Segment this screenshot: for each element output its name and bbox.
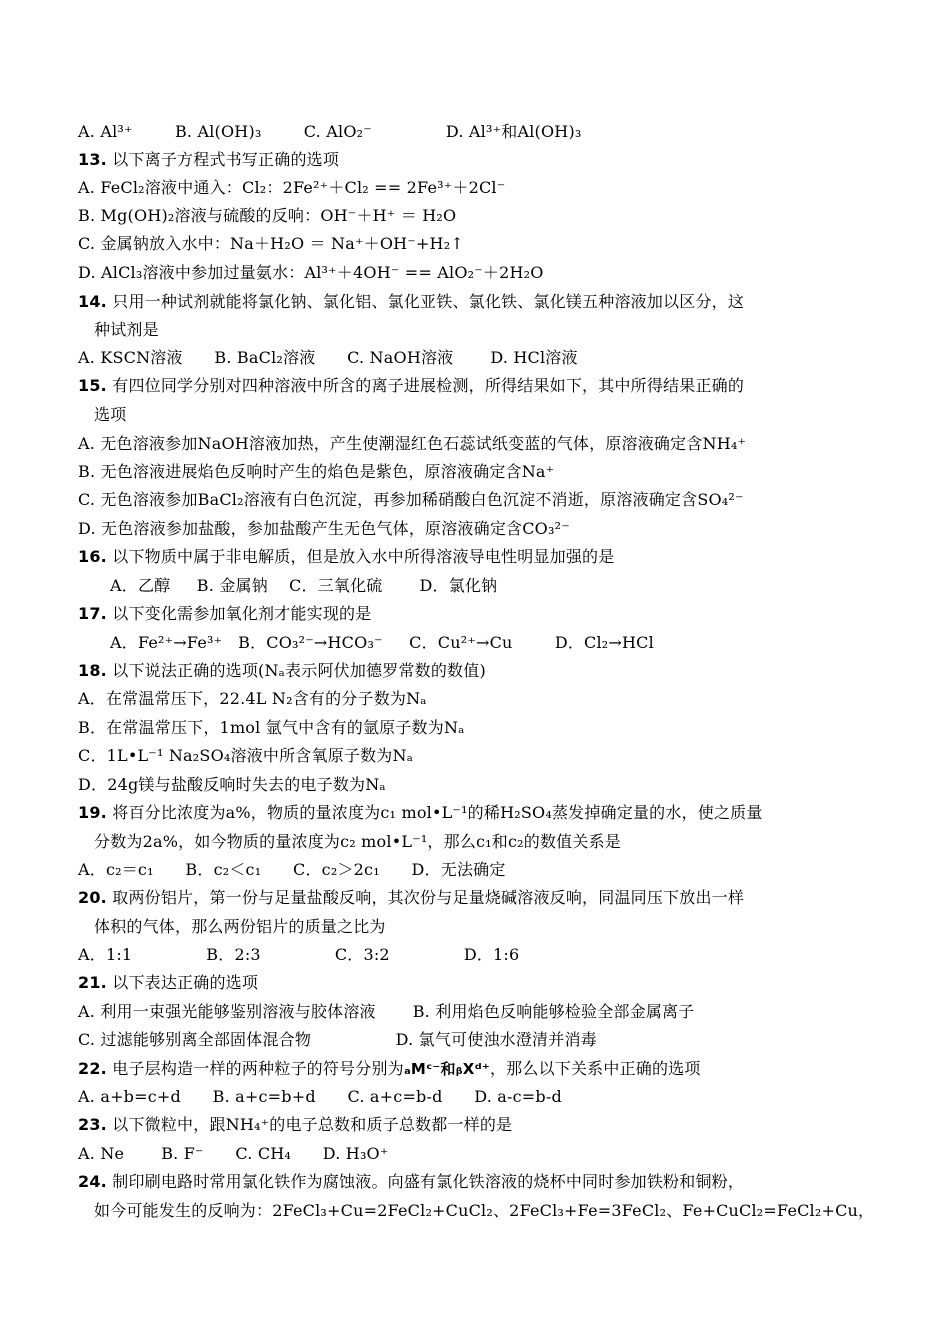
line-text: B. Mg(OH)₂溶液与硫酸的反响：OH⁻＋H⁺ ＝ H₂O: [78, 206, 457, 225]
line-text: A. FeCl₂溶液中通入：Cl₂：2Fe²⁺＋Cl₂ == 2Fe³⁺＋2Cl⁻: [78, 178, 506, 197]
q14-options: [78, 348, 578, 368]
q12-options: [78, 122, 582, 142]
q15-option-a: [78, 434, 746, 454]
line-text: C. 过滤能够别离全部固体混合物 D. 氯气可使浊水澄清并消毒: [78, 1030, 597, 1049]
q17-options: [110, 633, 654, 653]
q14-stem: [78, 292, 744, 312]
line-text: A．乙醇 B. 金属钠 C．三氧化硫 D．氯化钠: [110, 576, 498, 595]
line-text: 将百分比浓度为a%，物质的量浓度为c₁ mol•L⁻¹的稀H₂SO₄蒸发掉确定量的水，使之质量: [106, 803, 763, 822]
line-text: 体积的气体，那么两份铝片的质量之比为: [94, 917, 386, 936]
q15-option-c: [78, 490, 744, 510]
line-text: 制印刷电路时常用氯化铁作为腐蚀液。向盛有氯化铁溶液的烧杯中同时参加铁粉和铜粉，: [106, 1172, 745, 1191]
particle-symbols: ₐMᶜ⁻和ᵦXᵈ⁺: [403, 1060, 490, 1078]
q18-stem: [78, 661, 486, 681]
line-text: 以下物质中属于非电解质，但是放入水中所得溶液导电性明显加强的是: [106, 547, 615, 566]
q19-options: [78, 860, 506, 880]
q14-stem-cont: [94, 320, 159, 340]
line-text: 以下微粒中，跟NH₄⁺的电子总数和质子总数都一样的是: [106, 1115, 513, 1134]
q21-stem: [78, 973, 258, 993]
question-number: 15.: [78, 376, 107, 395]
line-text: A．在常温常压下，22.4L N₂含有的分子数为Nₐ: [78, 689, 427, 708]
line-text: 以下离子方程式书写正确的选项: [106, 150, 340, 169]
line-text: 取两份铝片，第一份与足量盐酸反响，其次份与足量烧碱溶液反响，同温同压下放出一样: [106, 888, 745, 907]
question-number: 21.: [78, 973, 107, 992]
line-text: A. Ne B. F⁻ C. CH₄ D. H₃O⁺: [78, 1144, 389, 1163]
line-text: C．1L•L⁻¹ Na₂SO₄溶液中所含氧原子数为Nₐ: [78, 746, 414, 765]
question-number: 14.: [78, 292, 107, 311]
q18-option-c: [78, 746, 413, 766]
q13-option-d: [78, 263, 544, 283]
line-text: 种试剂是: [94, 320, 159, 339]
line-text: ，那么以下关系中正确的选项: [489, 1059, 701, 1078]
question-number: 18.: [78, 661, 107, 680]
q15-option-d: [78, 519, 570, 539]
line-text: A. Al³⁺ B. Al(OH)₃ C. AlO₂⁻ D. Al³⁺和Al(OH)₃: [78, 122, 582, 141]
line-text: 电子层构造一样的两种粒子的符号分别为: [106, 1059, 404, 1078]
line-text: A. KSCN溶液 B. BaCl₂溶液 C. NaOH溶液 D. HCl溶液: [78, 348, 578, 367]
line-text: B．在常温常压下，1mol 氩气中含有的氩原子数为Nₐ: [78, 718, 465, 737]
line-text: B. 无色溶液进展焰色反响时产生的焰色是紫色，原溶液确定含Na⁺: [78, 462, 555, 481]
q23-stem: [78, 1115, 512, 1135]
q20-stem: [78, 888, 744, 908]
question-number: 13.: [78, 150, 107, 169]
q21-options-cd: [78, 1030, 597, 1050]
question-number: 16.: [78, 547, 107, 566]
line-text: A. 无色溶液参加NaOH溶液加热，产生使潮湿红色石蕊试纸变蓝的气体，原溶液确定含NH₄⁺: [78, 434, 747, 453]
line-text: D. 无色溶液参加盐酸，参加盐酸产生无色气体，原溶液确定含CO₃²⁻: [78, 519, 570, 538]
question-number: 19.: [78, 803, 107, 822]
question-number: 23.: [78, 1115, 107, 1134]
line-text: D．24g镁与盐酸反响时失去的电子数为Nₐ: [78, 775, 386, 794]
q19-stem: [78, 803, 763, 823]
q13-option-a: [78, 178, 505, 198]
q19-stem-cont: [94, 832, 621, 852]
line-text: A. 利用一束强光能够鉴别溶液与胶体溶液 B. 利用焰色反响能够检验全部金属离子: [78, 1002, 695, 1021]
q18-option-a: [78, 689, 427, 709]
q18-option-b: [78, 718, 465, 738]
q15-option-b: [78, 462, 554, 482]
line-text: A．Fe²⁺→Fe³⁺ B．CO₃²⁻→HCO₃⁻ C．Cu²⁺→Cu D．Cl₂→HCl: [110, 633, 654, 652]
question-number: 24.: [78, 1172, 107, 1191]
line-text: C. 无色溶液参加BaCl₂溶液有白色沉淀，再参加稀硝酸白色沉淀不消逝，原溶液确定含SO₄²⁻: [78, 490, 744, 509]
q15-stem: [78, 376, 744, 396]
q13-option-c: [78, 234, 464, 254]
line-text: 只用一种试剂就能将氯化钠、氯化铝、氯化亚铁、氯化铁、氯化镁五种溶液加以区分，这: [106, 292, 745, 311]
line-text: 以下变化需参加氧化剂才能实现的是: [106, 604, 372, 623]
q22-stem: [78, 1059, 701, 1079]
line-text: A．1:1 B．2:3 C．3:2 D．1:6: [78, 945, 520, 964]
q20-stem-cont: [94, 917, 386, 937]
line-text: D. AlCl₃溶液中参加过量氨水：Al³⁺＋4OH⁻ == AlO₂⁻＋2H₂O: [78, 263, 544, 282]
q13-option-b: [78, 206, 456, 226]
line-text: C. 金属钠放入水中：Na＋H₂O ＝ Na⁺＋OH⁻+H₂↑: [78, 234, 464, 253]
q24-stem: [78, 1172, 744, 1192]
question-number: 20.: [78, 888, 107, 907]
q13-stem: [78, 150, 339, 170]
line-text: A．c₂＝c₁ B．c₂＜c₁ C．c₂＞2c₁ D．无法确定: [78, 860, 506, 879]
line-text: A. a+b=c+d B. a+c=b+d C. a+c=b-d D. a-c=b-d: [78, 1087, 562, 1106]
q15-stem-cont: [94, 405, 126, 425]
line-text: 有四位同学分别对四种溶液中所含的离子进展检测，所得结果如下，其中所得结果正确的: [106, 376, 745, 395]
q16-options: [110, 576, 497, 596]
line-text: 分数为2a%，如今物质的量浓度为c₂ mol•L⁻¹，那么c₁和c₂的数值关系是: [94, 832, 621, 851]
q21-options-ab: [78, 1002, 694, 1022]
q20-options: [78, 945, 519, 965]
q18-option-d: [78, 775, 386, 795]
line-text: 选项: [94, 405, 127, 424]
line-text: 如今可能发生的反响为：2FeCl₃+Cu=2FeCl₂+CuCl₂、2FeCl₃+Fe=3FeCl₂、Fe+CuCl₂=FeCl₂+Cu，: [94, 1201, 875, 1220]
question-number: 22.: [78, 1059, 107, 1078]
q16-stem: [78, 547, 614, 567]
q17-stem: [78, 604, 371, 624]
q22-options: [78, 1087, 562, 1107]
line-text: 以下表达正确的选项: [106, 973, 259, 992]
q24-stem-cont: [94, 1201, 874, 1221]
line-text: 以下说法正确的选项(Nₐ表示阿伏加德罗常数的数值): [106, 661, 486, 680]
q23-options: [78, 1144, 389, 1164]
question-number: 17.: [78, 604, 107, 623]
